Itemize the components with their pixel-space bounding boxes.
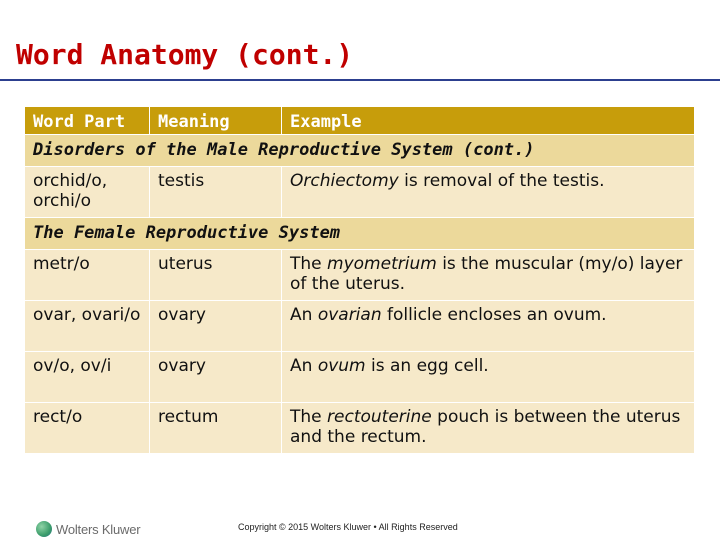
example-rest: is removal of the testis. (398, 171, 605, 191)
word-part-cell: rect/o (25, 403, 150, 454)
example-cell (282, 403, 695, 454)
example-cell (282, 167, 695, 218)
example-rest: pouch is between the uterus and the rectum. (290, 407, 681, 447)
word-part-cell: ovar, ovari/o (25, 301, 150, 352)
table-row (25, 250, 695, 301)
meaning-cell: ovary (150, 352, 282, 403)
word-part-cell: metr/o (25, 250, 150, 301)
example-prefix: An (290, 356, 318, 376)
meaning-cell: ovary (150, 301, 282, 352)
meaning-cell: rectum (150, 403, 282, 454)
example-cell (282, 250, 695, 301)
logo-text: Wolters Kluwer (56, 521, 141, 537)
logo-globe-icon (36, 521, 52, 537)
copyright-notice: Copyright © 2015 Wolters Kluwer • All Rights Reserved (238, 522, 458, 532)
example-term: rectouterine (327, 407, 432, 427)
example-rest: is an egg cell. (365, 356, 489, 376)
example-cell (282, 301, 695, 352)
example-term: myometrium (327, 254, 437, 274)
example-prefix: The (290, 254, 328, 274)
section-heading: Disorders of the Male Reproductive System (cont.) (25, 135, 695, 167)
column-header-meaning: Meaning (150, 107, 282, 135)
meaning-cell: testis (150, 167, 282, 218)
section-row-male (25, 135, 695, 167)
section-row-female (25, 218, 695, 250)
example-rest: is the muscular (my/o) layer of the uterus. (290, 254, 683, 294)
publisher-logo (36, 521, 140, 537)
meaning-cell: uterus (150, 250, 282, 301)
example-term: Orchiectomy (290, 171, 399, 191)
page-title: Word Anatomy (cont.) (16, 38, 354, 71)
example-prefix: An (290, 305, 318, 325)
title-divider (0, 79, 720, 81)
column-header-word-part: Word Part (25, 107, 150, 135)
example-rest: follicle encloses an ovum. (381, 305, 607, 325)
example-cell (282, 352, 695, 403)
table-header-row (25, 107, 695, 135)
section-heading: The Female Reproductive System (25, 218, 695, 250)
word-anatomy-table (24, 106, 694, 454)
word-part-cell: orchid/o, orchi/o (25, 167, 150, 218)
table-row (25, 167, 695, 218)
word-part-cell: ov/o, ov/i (25, 352, 150, 403)
example-term: ovum (317, 356, 366, 376)
column-header-example: Example (282, 107, 695, 135)
table-row (25, 352, 695, 403)
table-row (25, 403, 695, 454)
example-prefix: The (290, 407, 328, 427)
table-row (25, 301, 695, 352)
example-term: ovarian (317, 305, 382, 325)
